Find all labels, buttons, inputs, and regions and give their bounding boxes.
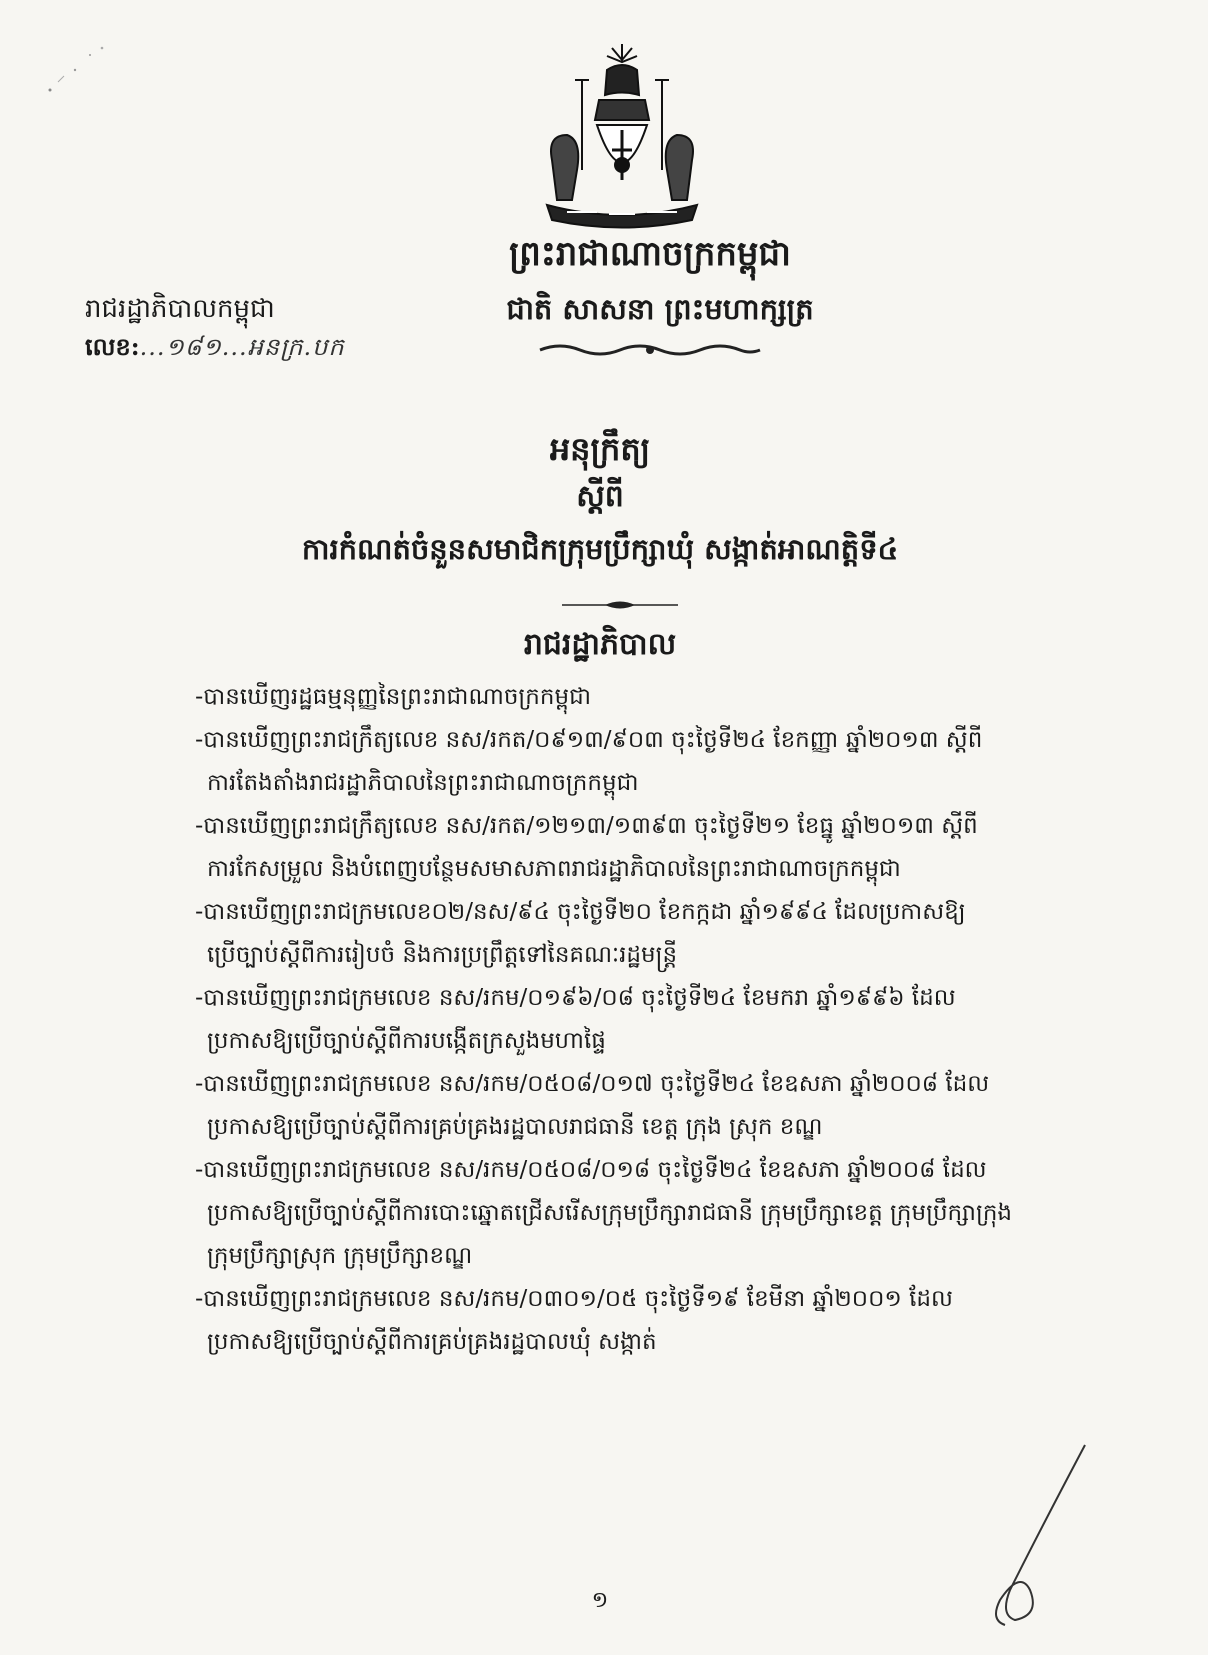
clause-continuation: ប្រកាសឱ្យប្រើច្បាប់ស្តីពីការបោះឆ្នោតជ្រើសរើសក្រុមប្រឹក្សារាជធានី ក្រុមប្រឹក្សាខេត្ត ក្រុមប្រឹក្សាក្រុង bbox=[207, 1200, 1013, 1226]
clause-text: -បានឃើញព្រះរាជក្រមលេខ០២/នស/៩៤ ចុះថ្ងៃទី២០ ខែកក្កដា ឆ្នាំ១៩៩៤ ដែលប្រកាសឱ្យ bbox=[195, 899, 966, 925]
considerations-list bbox=[195, 676, 1075, 1364]
clause-item bbox=[195, 719, 1075, 805]
government-heading: រាជរដ្ឋាភិបាល bbox=[523, 627, 677, 662]
clause-item bbox=[195, 676, 1075, 719]
clause-continuation: ប្រកាសឱ្យប្រើច្បាប់ស្តីពីការគ្រប់គ្រងរដ្ឋបាលរាជធានី ខេត្ត ក្រុង ស្រុក ខណ្ឌ bbox=[207, 1114, 823, 1140]
signature-icon bbox=[970, 1440, 1090, 1630]
clause-item bbox=[195, 805, 1075, 891]
clause-item bbox=[195, 1278, 1075, 1364]
kingdom-title: ព្រះរាជាណាចក្រកម្ពុជា bbox=[509, 234, 791, 274]
issuing-authority: រាជរដ្ឋាភិបាលកម្ពុជា bbox=[85, 294, 275, 324]
reference-label: លេខ: bbox=[85, 332, 140, 361]
reference-value: ...១៨១...អនក្រ.បក bbox=[139, 333, 345, 361]
clause-text: -បានឃើញព្រះរាជក្រមលេខ នស/រកម/០៥០៨/០១៧ ចុះថ្ងៃទី២៤ ខែឧសភា ឆ្នាំ២០០៨ ដែល bbox=[195, 1071, 990, 1097]
clause-continuation: ប្រើច្បាប់ស្តីពីការរៀបចំ និងការប្រព្រឹត្តទៅនៃគណៈរដ្ឋមន្ត្រី bbox=[207, 942, 678, 968]
clause-text: -បានឃើញព្រះរាជក្រមលេខ នស/រកម/០៥០៨/០១៨ ចុះថ្ងៃទី២៤ ខែឧសភា ឆ្នាំ២០០៨ ដែល bbox=[195, 1157, 987, 1183]
title-subject: ការកំណត់ចំនួនសមាជិកក្រុមប្រឹក្សាឃុំ សង្កាត់អាណត្តិទី៤ bbox=[301, 532, 899, 566]
reference-number bbox=[85, 332, 345, 367]
clause-item bbox=[195, 1149, 1075, 1278]
document-title bbox=[150, 425, 1050, 577]
title-type: អនុក្រឹត្យ bbox=[549, 430, 651, 468]
clause-item bbox=[195, 891, 1075, 977]
title-on: ស្តីពី bbox=[576, 479, 624, 514]
clause-text: -បានឃើញព្រះរាជក្រឹត្យលេខ នស/រកត/០៩១៣/៩០៣ ចុះថ្ងៃទី២៤ ខែកញ្ញា ឆ្នាំ២០១៣ ស្តីពី bbox=[195, 727, 983, 753]
clause-text: -បានឃើញព្រះរាជក្រឹត្យលេខ នស/រកត/១២១៣/១៣៩៣ ចុះថ្ងៃទី២១ ខែធ្នូ ឆ្នាំ២០១៣ ស្តីពី bbox=[195, 813, 978, 839]
clause-text: -បានឃើញរដ្ឋធម្មនុញ្ញនៃព្រះរាជាណាចក្រកម្ពុជា bbox=[195, 684, 591, 710]
title-divider bbox=[560, 598, 680, 612]
clause-text: -បានឃើញព្រះរាជក្រមលេខ នស/រកម/០១៩៦/០៨ ចុះថ្ងៃទី២៤ ខែមករា ឆ្នាំ១៩៩៦ ដែល bbox=[195, 985, 956, 1011]
clause-continuation: ការកែសម្រួល និងបំពេញបន្ថែមសមាសភាពរាជរដ្ឋាភិបាលនៃព្រះរាជាណាចក្រកម្ពុជា bbox=[207, 856, 901, 882]
scan-speck-mark bbox=[30, 30, 120, 100]
clause-continuation: ប្រកាសឱ្យប្រើច្បាប់ស្តីពីការគ្រប់គ្រងរដ្ឋបាលឃុំ សង្កាត់ bbox=[207, 1329, 657, 1355]
clause-item bbox=[195, 977, 1075, 1063]
clause-continuation: ក្រុមប្រឹក្សាស្រុក ក្រុមប្រឹក្សាខណ្ឌ bbox=[207, 1243, 473, 1269]
royal-emblem-icon bbox=[527, 40, 717, 230]
clause-continuation: ប្រកាសឱ្យប្រើច្បាប់ស្តីពីការបង្កើតក្រសួងមហាផ្ទៃ bbox=[207, 1028, 606, 1054]
clause-item bbox=[195, 1063, 1075, 1149]
clause-continuation: ការតែងតាំងរាជរដ្ឋាភិបាលនៃព្រះរាជាណាចក្រកម្ពុជា bbox=[207, 770, 639, 796]
page-number: ១ bbox=[591, 1588, 609, 1613]
motto-ornament bbox=[530, 340, 770, 360]
national-motto: ជាតិ សាសនា ព្រះមហាក្សត្រ bbox=[506, 292, 814, 326]
clause-text: -បានឃើញព្រះរាជក្រមលេខ នស/រកម/០៣០១/០៥ ចុះថ្ងៃទី១៩ ខែមីនា ឆ្នាំ២០០១ ដែល bbox=[195, 1286, 953, 1312]
